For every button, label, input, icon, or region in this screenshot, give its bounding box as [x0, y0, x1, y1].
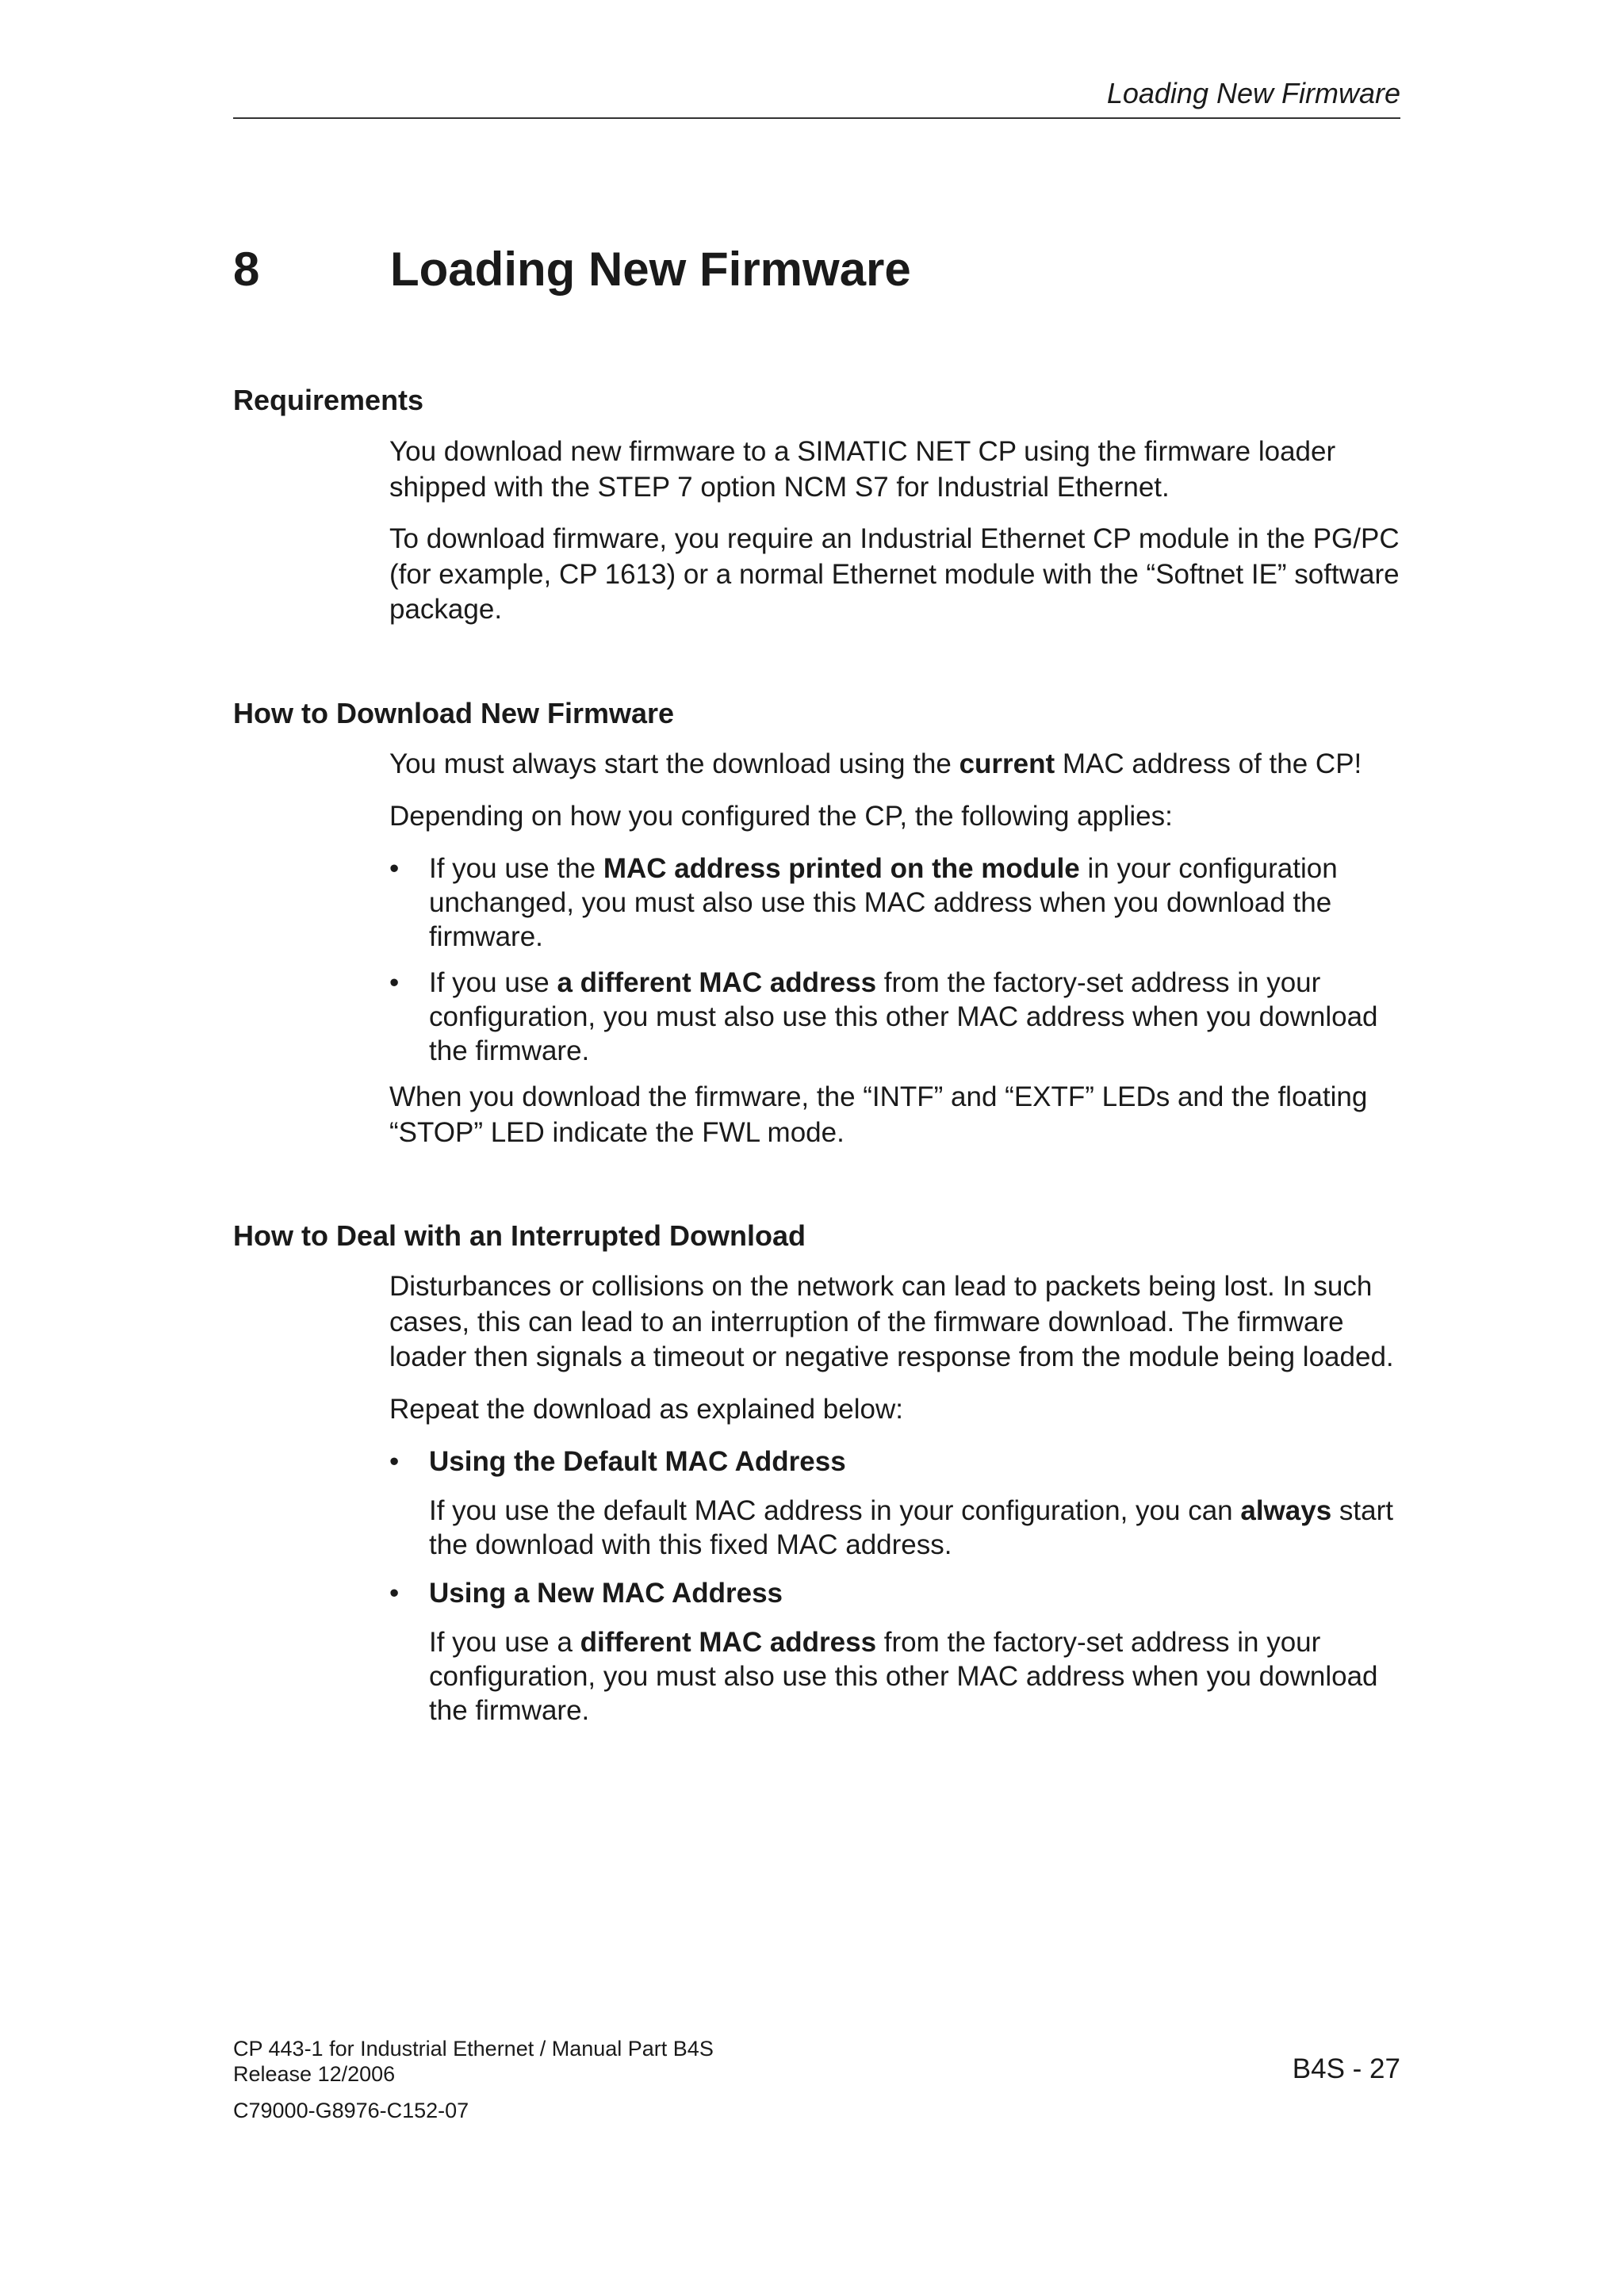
bullet-marker: • — [389, 1446, 400, 1477]
download-paragraph-3: When you download the firmware, the “INTF” and “EXTF” LEDs and the floating “STOP” LED indicate the FWL mode. — [389, 1081, 1368, 1148]
interrupted-bullet-2-text — [429, 1625, 1412, 1728]
download-p1-text: You must always start the download using the — [389, 748, 959, 779]
footer-document-code: C79000-G8976-C152-07 — [233, 2099, 469, 2122]
interrupted-bullet-1-text — [429, 1494, 1412, 1562]
bullet-emphasis: MAC address printed on the module — [603, 853, 1080, 884]
download-paragraph-1 — [389, 747, 1412, 783]
download-paragraph-2: Depending on how you configured the CP, the following applies: — [389, 801, 1173, 832]
chapter-title: Loading New Firmware — [390, 243, 911, 296]
bullet-emphasis: a different MAC address — [557, 967, 877, 998]
requirements-paragraph-2: To download firmware, you require an Industrial Ethernet CP module in the PG/PC (for example, CP 1613) or a normal Ethernet module with the “Softnet IE” software package. — [389, 523, 1400, 625]
footer-manual-title: CP 443-1 for Industrial Ethernet / Manual Part B4S — [233, 2037, 714, 2061]
bullet-text — [429, 966, 1412, 1068]
chapter-number: 8 — [233, 243, 260, 296]
section-heading-download: How to Download New Firmware — [233, 697, 675, 729]
bullet-text-start: If you use the — [429, 853, 603, 884]
section-heading-interrupted: How to Deal with an Interrupted Download — [233, 1219, 806, 1252]
download-p1-emphasis: current — [959, 748, 1055, 779]
bullet-text-end: from the factory-set address in your configuration, you must also use this other MAC address when you download the firmware. — [429, 1627, 1378, 1726]
footer-info — [233, 2036, 714, 2123]
bullet-text-end: from the factory-set address in your configuration, you must also use this other MAC address when you download the firmware. — [429, 967, 1378, 1066]
bullet-text-start: If you use — [429, 967, 557, 998]
interrupted-paragraph-2: Repeat the download as explained below: — [389, 1394, 903, 1425]
header-rule — [233, 117, 1400, 119]
interrupted-paragraph-1: Disturbances or collisions on the network can lead to packets being lost. In such cases, this can lead to an interruption of the firmware download. The firmware loader then signals a timeout or negative response from the module being loaded. — [389, 1271, 1394, 1372]
page-number: B4S - 27 — [1292, 2053, 1400, 2084]
running-header: Loading New Firmware — [1106, 77, 1400, 109]
bullet-text-start: If you use the default MAC address in your configuration, you can — [429, 1495, 1241, 1526]
requirements-paragraph-1: You download new firmware to a SIMATIC NET CP using the firmware loader shipped with the STEP 7 option NCM S7 for Industrial Ethernet. — [389, 436, 1336, 503]
footer-release: Release 12/2006 — [233, 2062, 396, 2086]
bullet-title: Using the Default MAC Address — [429, 1446, 846, 1477]
bullet-emphasis: different MAC address — [580, 1627, 877, 1658]
bullet-marker: • — [389, 967, 400, 998]
bullet-text-end: in your configuration unchanged, you must also use this MAC address when you download the firmware. — [429, 853, 1338, 952]
download-p1-text-end: MAC address of the CP! — [1055, 748, 1362, 779]
bullet-emphasis: always — [1240, 1495, 1332, 1526]
bullet-text-end: start the download with this fixed MAC address. — [429, 1495, 1393, 1560]
bullet-text — [429, 851, 1412, 954]
chapter-heading — [233, 238, 1400, 301]
bullet-text-start: If you use a — [429, 1627, 580, 1658]
bullet-marker: • — [389, 1578, 400, 1609]
bullet-title: Using a New MAC Address — [429, 1578, 783, 1609]
section-heading-requirements: Requirements — [233, 384, 424, 416]
bullet-marker: • — [389, 853, 400, 884]
